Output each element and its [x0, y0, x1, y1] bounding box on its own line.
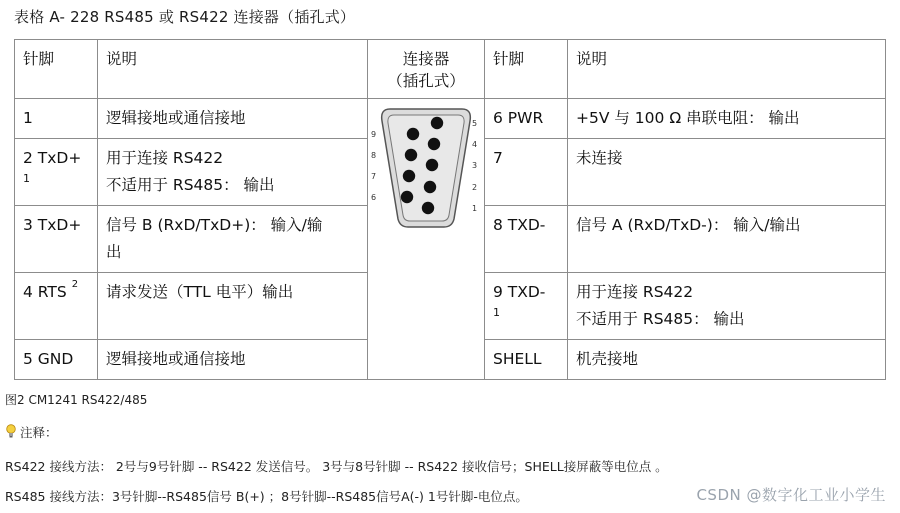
connector-label-4: 4 [472, 140, 478, 149]
desc-right-line1: 用于连接 RS422 [576, 283, 694, 301]
pin-hole-1 [422, 202, 434, 214]
header-pin-left: 针脚 [15, 40, 98, 99]
header-connector [368, 40, 485, 99]
pin-right-cell [485, 99, 568, 139]
pin-left: 3 TxD+ [23, 216, 82, 234]
db9-female-connector-diagram [368, 101, 485, 251]
connector-label-7: 7 [371, 172, 377, 181]
header-desc-right: 说明 [568, 40, 886, 99]
note-heading [5, 423, 58, 441]
connector-label-1: 1 [472, 204, 478, 213]
footnote-mark: 1 [493, 306, 500, 319]
pin-right-cell [485, 139, 568, 206]
footnote-mark: 2 [71, 279, 79, 290]
pin-hole-8 [405, 149, 417, 161]
pin-hole-2 [424, 181, 436, 193]
pin-left-cell [15, 139, 98, 206]
pin-right-cell [485, 340, 568, 380]
pin-right: 8 TXD- [493, 216, 546, 234]
desc-left-cell [98, 206, 368, 273]
desc-left-line1: 信号 B (RxD/TxD+)： 输入/输 [106, 216, 323, 234]
desc-right-cell [568, 99, 886, 139]
connector-label-5: 5 [472, 119, 478, 128]
connector-label-8: 8 [371, 151, 377, 160]
desc-right-line2: 不适用于 RS485： 输出 [576, 310, 745, 328]
header-desc-left: 说明 [98, 40, 368, 99]
csdn-watermark: CSDN @数字化工业小学生 [696, 486, 886, 504]
pin-hole-4 [428, 138, 440, 150]
header-pin-right: 针脚 [485, 40, 568, 99]
lightbulb-icon [5, 424, 17, 441]
pin-table [14, 39, 886, 380]
connector-label-9: 9 [371, 130, 377, 139]
desc-left: 逻辑接地或通信接地 [106, 109, 246, 127]
figure-caption: 图2 CM1241 RS422/485 [5, 393, 148, 407]
desc-left: 请求发送（TTL 电平）输出 [106, 283, 294, 301]
table-row [15, 99, 886, 139]
pin-right: 6 PWR [493, 109, 544, 127]
pin-left-cell [15, 99, 98, 139]
desc-right-cell [568, 273, 886, 340]
pin-right-cell [485, 273, 568, 340]
pin-hole-3 [426, 159, 438, 171]
desc-right-cell [568, 206, 886, 273]
desc-left-cell [98, 340, 368, 380]
desc-left-line2: 出 [106, 243, 122, 261]
desc-left-line2: 不适用于 RS485： 输出 [106, 176, 275, 194]
pin-left-cell [15, 273, 98, 340]
pin-left: 1 [23, 109, 33, 127]
pin-right: SHELL [493, 350, 542, 368]
pin-right-cell [485, 206, 568, 273]
header-connector-line1: 连接器 [402, 50, 450, 68]
connector-label-3: 3 [472, 161, 478, 170]
desc-right-cell [568, 139, 886, 206]
note-label: 注释： [20, 425, 58, 440]
rs422-wiring-text: RS422 接线方法： 2号与9号针脚 -- RS422 发送信号。 3号与8号针脚 -- RS422 接收信号；SHELL接屏蔽等电位点 。 [5, 459, 668, 474]
pin-hole-5 [431, 117, 443, 129]
footnote-mark: 1 [23, 172, 30, 185]
pin-left: 2 TxD+ [23, 149, 82, 167]
pin-right: 9 TXD- [493, 283, 546, 301]
pin-hole-9 [407, 128, 419, 140]
header-connector-line2: （插孔式） [387, 72, 465, 90]
rs485-wiring-text: RS485 接线方法：3号针脚--RS485信号 B(+) ；8号针脚--RS485信号A(-) 1号针脚-电位点。 [5, 489, 528, 504]
desc-left-cell [98, 139, 368, 206]
desc-left: 逻辑接地或通信接地 [106, 350, 246, 368]
desc-right: 未连接 [576, 149, 623, 167]
pin-right: 7 [493, 149, 503, 167]
desc-right: +5V 与 100 Ω 串联电阻： 输出 [576, 109, 800, 127]
pin-left: 4 RTS [23, 283, 67, 301]
desc-right: 机壳接地 [576, 350, 639, 368]
connector-label-6: 6 [371, 193, 377, 202]
connector-diagram-cell [368, 99, 485, 380]
desc-left-cell [98, 273, 368, 340]
table-caption: 表格 A- 228 RS485 或 RS422 连接器（插孔式） [14, 8, 356, 26]
pin-left-cell [15, 340, 98, 380]
connector-label-2: 2 [472, 183, 478, 192]
pin-left-cell [15, 206, 98, 273]
pin-left: 5 GND [23, 350, 74, 368]
desc-right-cell [568, 340, 886, 380]
header-row [15, 40, 886, 99]
pin-hole-7 [403, 170, 415, 182]
desc-right: 信号 A (RxD/TxD-)： 输入/输出 [576, 216, 801, 234]
desc-left-cell [98, 99, 368, 139]
pin-hole-6 [401, 191, 413, 203]
desc-left-line1: 用于连接 RS422 [106, 149, 224, 167]
